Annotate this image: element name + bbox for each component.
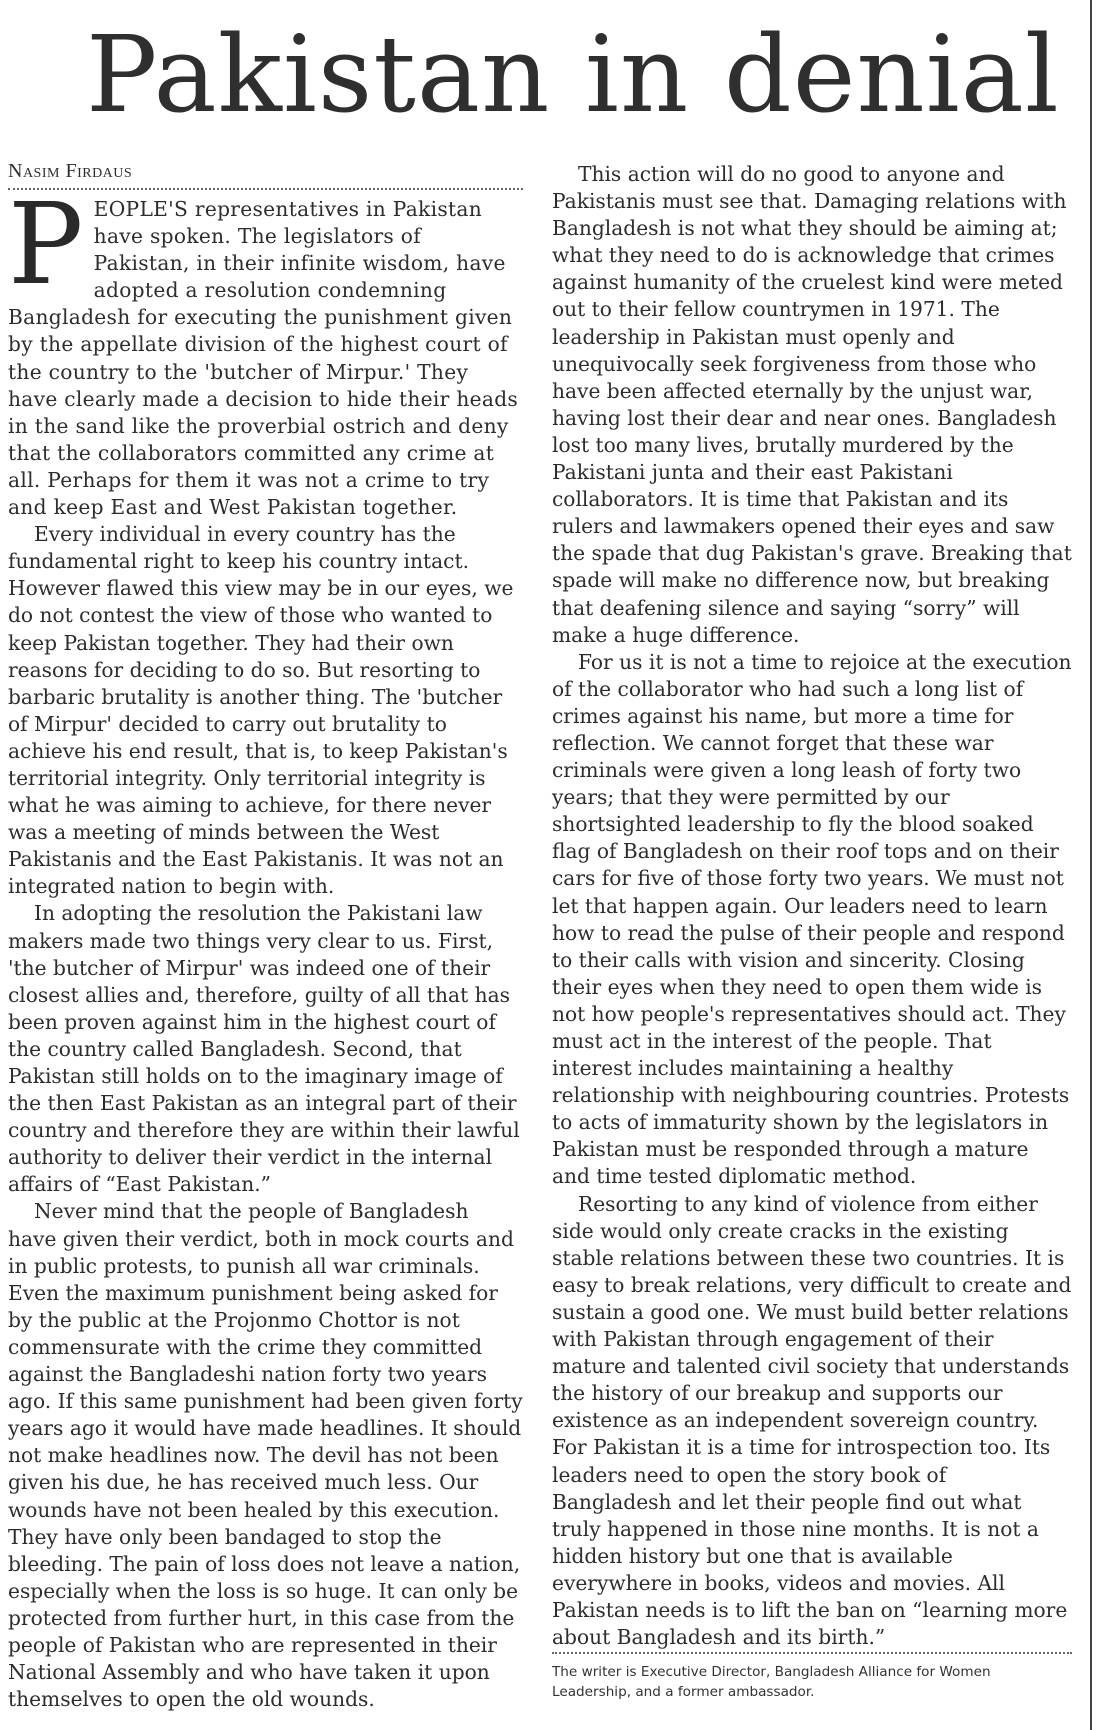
headline: Pakistan in denial: [86, 13, 1060, 136]
paragraph: In adopting the resolution the Pakistani law makers made two things very clear to us. First, 'the butcher of Mirpur' was indeed one of their closest allies and, therefore, guilty of all that has been proven against him in the highest court of the country called Bangladesh. Second, that Pakistan still holds on to the imaginary image of the then East Pakistan as an integral part of their country and therefore they are within their lawful authority to deliver their verdict in the internal affairs of “East Pakistan.”: [8, 901, 520, 1197]
paragraph: Never mind that the people of Bangladesh have given their verdict, both in mock courts and in public protests, to punish all war criminals. Even the maximum punishment being asked for by the public at the Projonmo Chottor is not commensurate with the crime they committed against the Bangladeshi nation forty two years ago. If this same punishment had been given forty years ago it would have made headlines. It should not make headlines now. The devil has not been given his due, he has received much less. Our wounds have not been healed by this execution. They have only been bandaged to stop the bleeding. The pain of loss does not leave a nation, especially when the loss is so huge. It can only be protected from further hurt, in this case from the people of Pakistan who are represented in their National Assembly and who have taken it upon themselves to open the old wounds.: [8, 1199, 523, 1712]
paragraph: Every individual in every country has the fundamental right to keep his country intact. However flawed this view may be in our eyes, we do not contest the view of those who wanted to keep Pakistan together. They had their own reasons for deciding to do so. But resorting to barbaric brutality is another thing. The 'butcher of Mirpur' decided to carry out brutality to achieve his end result, that is, to keep Pakistan's territorial integrity. Only territorial integrity is what he was aiming to achieve, for there never was a meeting of minds between the West Pakistanis and the East Pakistanis. It was not an integrated nation to begin with.: [8, 522, 514, 899]
column-left: [8, 160, 523, 1713]
byline: [8, 160, 523, 190]
paragraph: Resorting to any kind of violence from either side would only create cracks in the existing stable relations between these two countries. It is easy to break relations, very difficult to create and sustain a good one. We must build better relations with Pakistan through engagement of their mature and talented civil society that understands the history of our breakup and supports our existence as an independent sovereign country. For Pakistan it is a time for introspection too. Its leaders need to open the story book of Bangladesh and let their people find out what truly happened in those nine months. It is not a hidden history but one that is available everywhere in books, videos and movies. All Pakistan needs is to lift the ban on “learning more about Bangladesh and its birth.”: [552, 1191, 1072, 1650]
lead-paragraph: [8, 180, 523, 521]
byline-name: Nasim Firdaus: [8, 160, 133, 182]
paragraph: This action will do no good to anyone and Pakistanis must see that. Damaging relations with Bangladesh is not what they should be aiming at; what they need to do is acknowledge that crimes against humanity of the cruelest kind were meted out to their fellow countrymen in 1971. The leadership in Pakistan must openly and unequivocally seek forgiveness from those who have been affected eternally by the unjust war, having lost their dear and near ones. Bangladesh lost too many lives, brutally murdered by the Pakistani junta and their east Pakistani collaborators. It is time that Pakistan and its rulers and lawmakers opened their eyes and saw the spade that dug Pakistan's grave. Breaking that spade will make no difference now, but breaking that deafening silence and saying “sorry” will make a huge difference.: [552, 162, 1072, 647]
lead-text: EOPLE'S representatives in Pakistan have spoken. The legislators of Pakistan, in their infinite wisdom, have adopted a resolution condemning Bangladesh for executing the punishment given by the appellate division of the highest court of the country to the 'butcher of Mirpur.' They have clearly made a decision to hide their heads in the sand like the proverbial ostrich and deny that the collaborators committed any crime at all. Perhaps for them it was not a crime to try and keep East and West Pakistan together.: [8, 197, 519, 520]
drop-cap: P: [8, 180, 84, 310]
column-right: [552, 161, 1072, 1651]
column-rule: [1090, 0, 1092, 1730]
paragraph: For us it is not a time to rejoice at the execution of the collaborator who had such a long list of crimes against his name, but more a time for reflection. We cannot forget that these war criminals were given a long leash of forty two years; that they were permitted by our shortsighted leadership to fly the blood soaked flag of Bangladesh on their roof tops and on their cars for five of those forty two years. We must not let that happen again. Our leaders need to learn how to read the pulse of their people and respond to their calls with vision and sincerity. Closing their eyes when they need to open them wide is not how people's representatives should act. They must act in the interest of the people. That interest includes maintaining a healthy relationship with neighbouring countries. Protests to acts of immaturity shown by the legislators in Pakistan must be responded through a mature and time tested diplomatic method.: [552, 649, 1072, 1189]
author-footnote: The writer is Executive Director, Bangladesh Alliance for Women Leadership, and a former ambassador.: [552, 1652, 1072, 1702]
